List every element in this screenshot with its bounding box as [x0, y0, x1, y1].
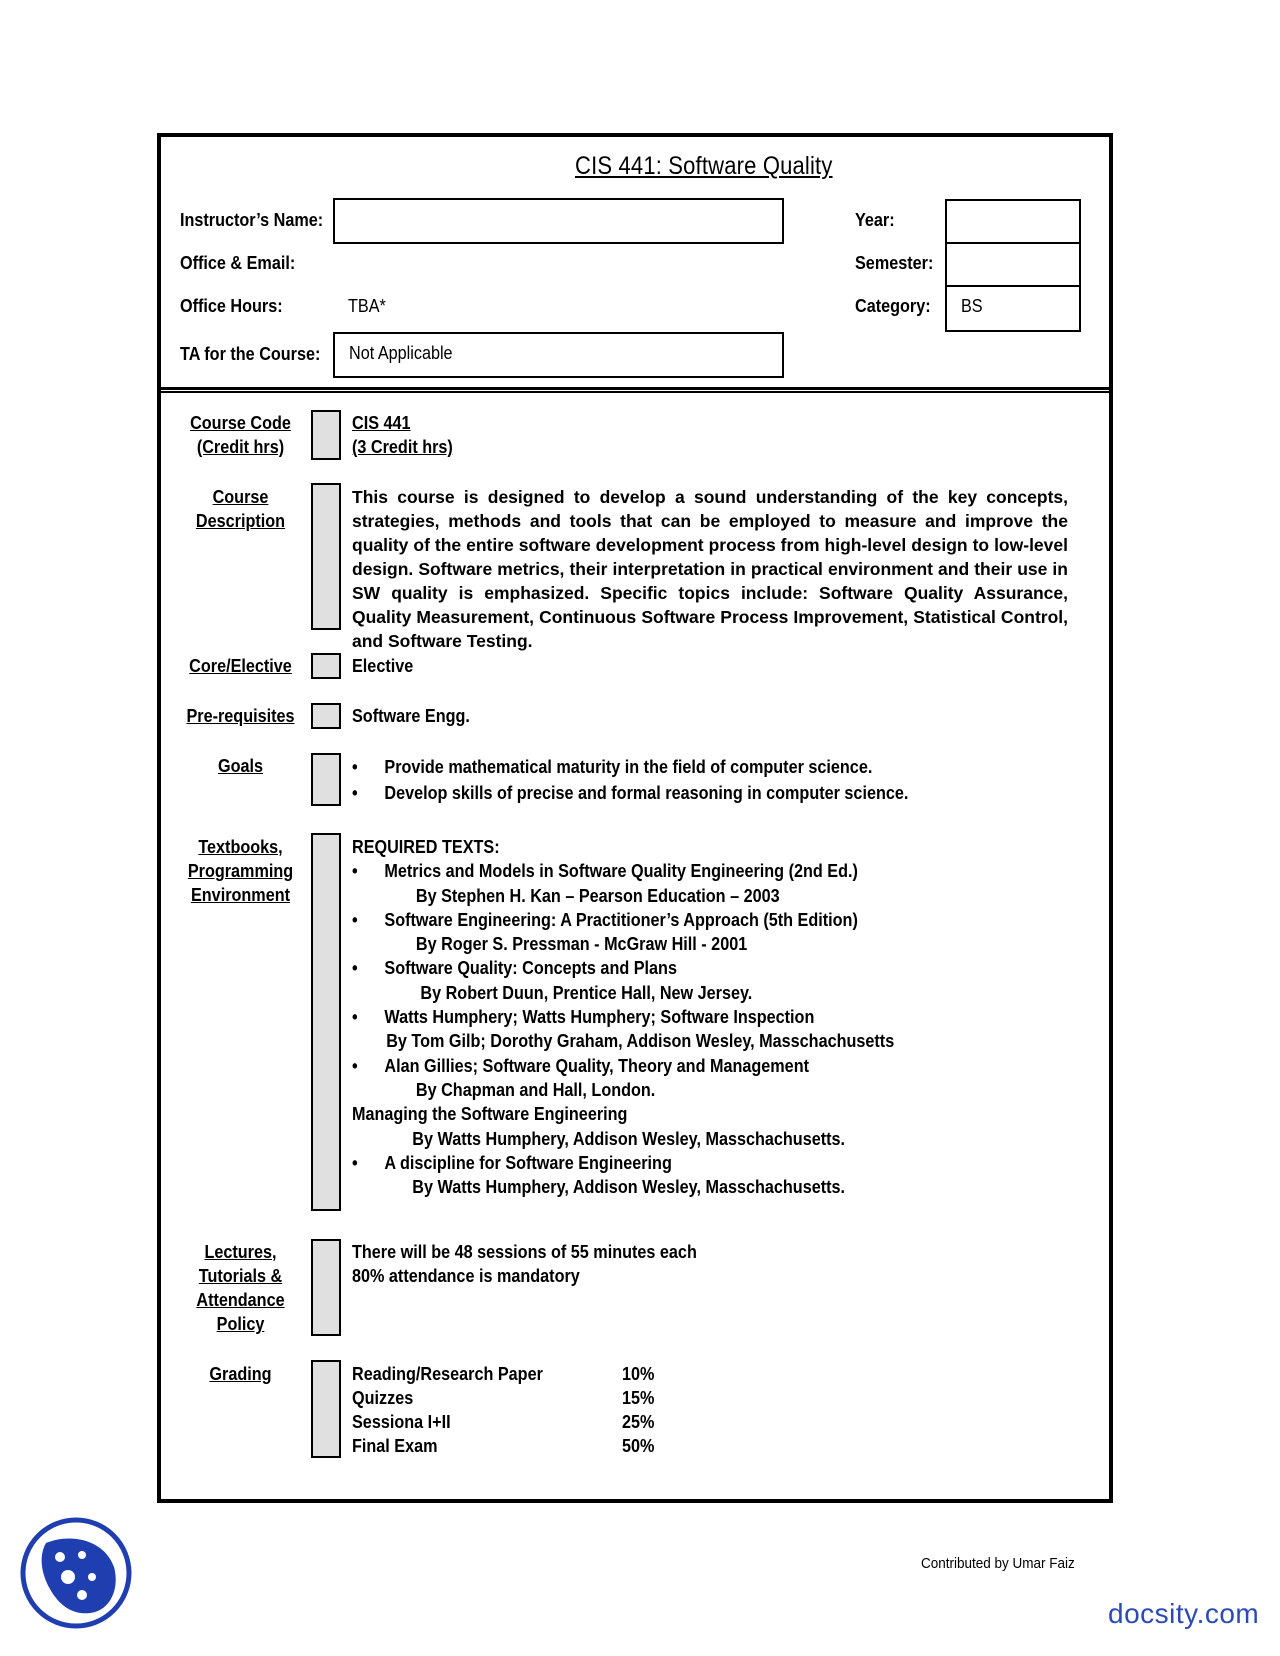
- textbooks-label: [178, 835, 303, 907]
- book-author: By Robert Duun, Prentice Hall, New Jersey.: [420, 982, 753, 1003]
- course-description-label: [178, 485, 303, 533]
- course-description-label-line1: Course: [212, 487, 269, 507]
- lectures-content: [352, 1240, 735, 1288]
- ta-label: TA for the Course:: [180, 344, 321, 364]
- header-divider: [157, 387, 1113, 393]
- lectures-label-line3: Attendance: [196, 1290, 285, 1310]
- grading-row: [352, 1386, 654, 1410]
- book-author: By Stephen H. Kan – Pearson Education – 2003: [415, 885, 780, 906]
- docsity-logo-icon: [20, 1517, 132, 1629]
- book-title: • Metrics and Models in Software Quality Engineering (2nd Ed.): [352, 859, 894, 883]
- required-texts-heading: REQUIRED TEXTS:: [352, 837, 500, 857]
- grading-marker: [311, 1360, 341, 1458]
- goals-marker: [311, 753, 341, 806]
- goals-list: [352, 754, 970, 806]
- course-code-value: CIS 441: [352, 413, 411, 433]
- docsity-brand-link[interactable]: docsity.com: [1108, 1598, 1260, 1629]
- core-elective-label-text: Core/Elective: [189, 656, 292, 676]
- grading-percent: 15%: [622, 1388, 655, 1408]
- book-title: • Software Engineering: A Practitioner’s Approach (5th Edition): [352, 908, 894, 932]
- ta-field[interactable]: [333, 332, 784, 378]
- book-author: By Roger S. Pressman - McGraw Hill - 2001: [415, 934, 748, 955]
- lectures-label-line1: Lectures,: [204, 1242, 277, 1262]
- textbooks-list: [352, 835, 954, 1199]
- grading-percent: 50%: [622, 1436, 655, 1456]
- lectures-label-line4: Policy: [216, 1314, 265, 1334]
- course-code-label-line2: (Credit hrs): [196, 437, 285, 457]
- core-elective-label: [178, 654, 303, 678]
- textbooks-marker: [311, 833, 341, 1211]
- book-title: • Alan Gillies; Software Quality, Theory and Management: [352, 1054, 894, 1078]
- book-title: Managing the Software Engineering: [352, 1104, 628, 1125]
- grading-percent: 25%: [622, 1412, 655, 1432]
- category-label: Category:: [855, 296, 931, 316]
- course-description-label-line2: Description: [195, 511, 286, 531]
- prerequisites-marker: [311, 703, 341, 729]
- grading-row: [352, 1434, 654, 1458]
- grading-row: [352, 1410, 654, 1434]
- textbooks-label-line2: Programming: [187, 861, 294, 881]
- grading-item: Sessiona I+II: [352, 1412, 451, 1432]
- lectures-marker: [311, 1239, 341, 1336]
- course-description-marker: [311, 483, 341, 630]
- book-title: • A discipline for Software Engineering: [352, 1151, 894, 1175]
- grading-item: Reading/Research Paper: [352, 1364, 543, 1384]
- year-field[interactable]: [945, 199, 1081, 244]
- grading-item: Quizzes: [352, 1388, 414, 1408]
- book-title: • Watts Humphery; Watts Humphery; Software Inspection: [352, 1005, 894, 1029]
- textbooks-label-line1: Textbooks,: [198, 837, 283, 857]
- course-code-content: [352, 411, 464, 459]
- lectures-label-line2: Tutorials &: [198, 1266, 283, 1286]
- credit-hours-value: (3 Credit hrs): [352, 437, 453, 457]
- category-field[interactable]: [945, 285, 1081, 332]
- core-elective-value: Elective: [352, 656, 414, 676]
- grading-row: [352, 1362, 654, 1386]
- page-title: CIS 441: Software Quality: [575, 152, 833, 180]
- attendance-text: 80% attendance is mandatory: [352, 1266, 580, 1286]
- textbooks-label-line3: Environment: [190, 885, 290, 905]
- semester-label: Semester:: [855, 253, 934, 273]
- instructor-field[interactable]: [333, 198, 784, 244]
- book-author: By Watts Humphery, Addison Wesley, Masschachusetts.: [412, 1128, 846, 1149]
- office-hours-label: Office Hours:: [180, 296, 283, 316]
- goals-label: [178, 754, 303, 778]
- book-author: By Watts Humphery, Addison Wesley, Masschachusetts.: [412, 1177, 846, 1198]
- grading-percent: 10%: [622, 1364, 655, 1384]
- grading-label: [178, 1362, 303, 1386]
- lectures-label: [178, 1240, 303, 1336]
- goal-item: • Provide mathematical maturity in the field of computer science.: [352, 754, 908, 780]
- core-elective-marker: [311, 653, 341, 679]
- book-author: By Tom Gilb; Dorothy Graham, Addison Wesley, Masschachusetts: [386, 1031, 895, 1052]
- category-value: BS: [961, 296, 983, 316]
- course-code-label: [178, 411, 303, 459]
- book-author: By Chapman and Hall, London.: [415, 1079, 656, 1100]
- course-description-text: This course is designed to develop a sound understanding of the key concepts, strategies, methods and tools that can be employed to measure and improve the quality of the entire software development process from high-level design to low-level design. Software metrics, their interpretation in practical environment and their use in SW quality is emphasized. Specific topics include: Software Quality Assurance, Quality Measurement, Continuous Software Process Improvement, Statistical Control, and Software Testing.: [352, 487, 1068, 651]
- book-title: • Software Quality: Concepts and Plans: [352, 956, 894, 980]
- year-label: Year:: [855, 210, 895, 230]
- semester-field[interactable]: [945, 242, 1081, 287]
- grading-table: [352, 1362, 688, 1458]
- contributor-credit: Contributed by Umar Faiz: [921, 1555, 1075, 1572]
- instructor-label: Instructor’s Name:: [180, 210, 324, 230]
- course-code-label-line1: Course Code: [190, 413, 291, 433]
- grading-item: Final Exam: [352, 1436, 438, 1456]
- course-code-marker: [311, 410, 341, 460]
- grading-label-text: Grading: [209, 1364, 272, 1384]
- prerequisites-value: Software Engg.: [352, 706, 470, 726]
- ta-value: Not Applicable: [349, 343, 453, 363]
- goals-label-text: Goals: [217, 756, 264, 776]
- office-hours-value: TBA*: [348, 296, 386, 316]
- goal-item: • Develop skills of precise and formal reasoning in computer science.: [352, 780, 908, 806]
- sessions-text: There will be 48 sessions of 55 minutes each: [352, 1242, 697, 1262]
- office-email-label: Office & Email:: [180, 253, 296, 273]
- prerequisites-label-text: Pre-requisites: [186, 706, 295, 726]
- prerequisites-label: [178, 704, 303, 728]
